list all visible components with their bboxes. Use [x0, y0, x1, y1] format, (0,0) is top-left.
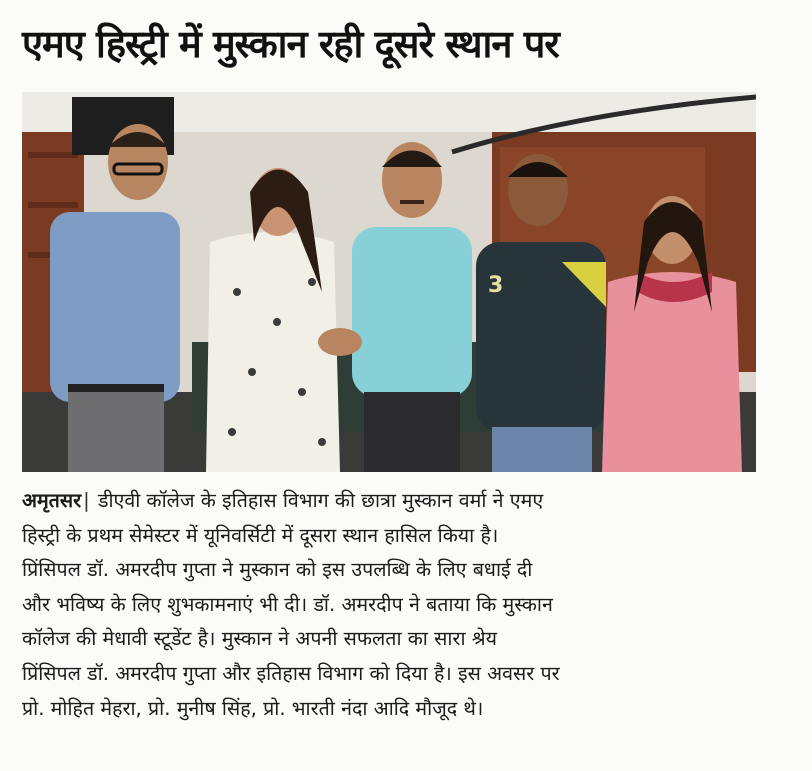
article-line-4: और भविष्य के लिए शुभकामनाएं भी दी। डॉ. अमरदीप ने बताया कि मुस्कान [22, 592, 553, 616]
photo-illustration [22, 92, 756, 472]
dateline-separator: | [83, 489, 90, 512]
article-line-2: हिस्ट्री के प्रथम सेमेस्टर में यूनिवर्सिटी में दूसरा स्थान हासिल किया है। [22, 523, 499, 547]
article-line-7: प्रो. मोहित मेहरा, प्रो. मुनीष सिंह, प्रो. भारती नंदा आदि मौजूद थे। [22, 696, 484, 720]
article-line-5: कॉलेज की मेधावी स्टूडेंट है। मुस्कान ने अपनी सफलता का सारा श्रेय [22, 627, 497, 651]
jersey-number: 3 [488, 273, 504, 298]
article-line-1 [22, 484, 758, 519]
dateline: अमृतसर [22, 489, 82, 512]
headline: एमए हिस्ट्री में मुस्कान रही दूसरे स्थान पर [22, 22, 559, 66]
news-photo [22, 92, 756, 472]
article-line-3: प्रिंसिपल डॉ. अमरदीप गुप्ता ने मुस्कान को इस उपलब्धि के लिए बधाई दी [22, 558, 533, 582]
article-line-6: प्रिंसिपल डॉ. अमरदीप गुप्ता और इतिहास विभाग को दिया है। इस अवसर पर [22, 661, 560, 685]
article-line-text: डीएवी कॉलेज के इतिहास विभाग की छात्रा मुस्कान वर्मा ने एमए [97, 489, 544, 512]
article-body [22, 484, 758, 726]
